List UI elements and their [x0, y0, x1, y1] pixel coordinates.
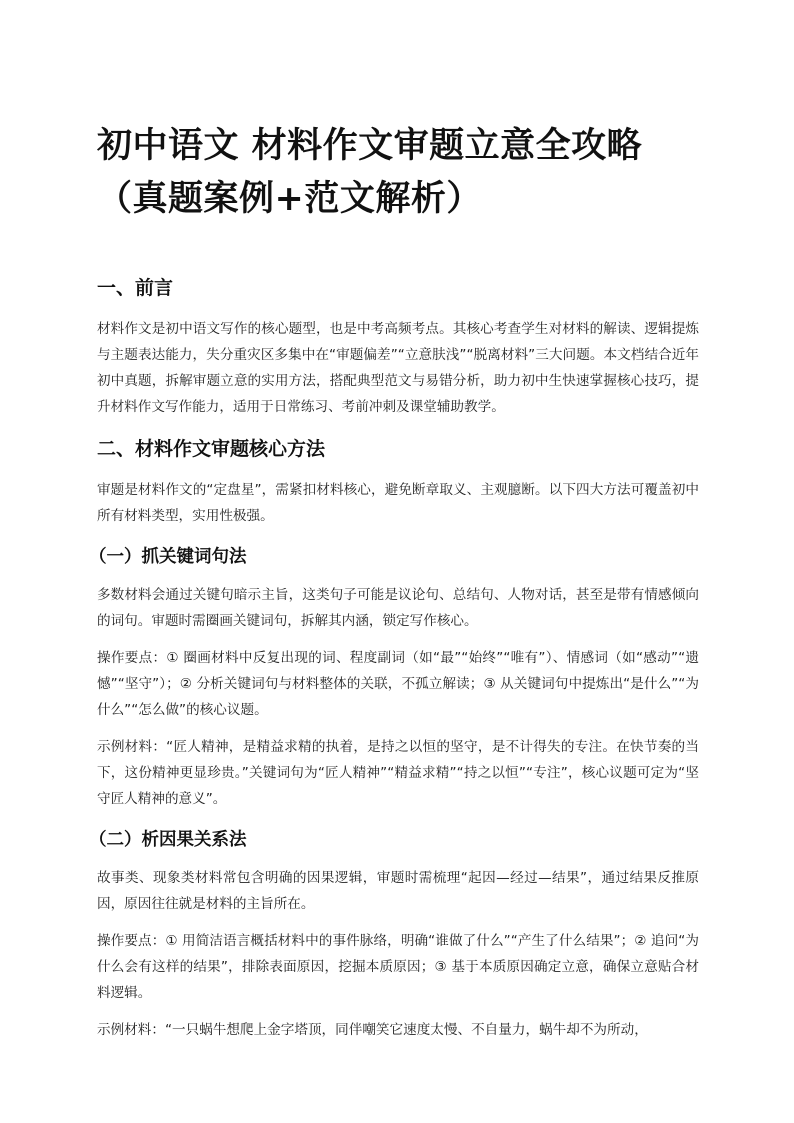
methods-intro-paragraph: 审题是材料作文的“定盘星”，需紧扣材料核心，避免断章取义、主观臆断。以下四大方法可覆盖初中所有材料类型，实用性极强。 [97, 482, 699, 524]
causality-paragraph-2: 操作要点：① 用简洁语言概括材料中的事件脉络，明确“谁做了什么”“产生了什么结果”；② 追问“为什么会有这样的结果”，排除表面原因，挖掘本质原因；③ 基于本质原因确定立意，确保立意贴合材料逻辑。 [97, 933, 700, 1001]
causality-paragraph-1: 故事类、现象类材料常包含明确的因果逻辑，审题时需梳理“起因—经过—结果”，通过结果反推原因，原因往往就是材料的主旨所在。 [97, 870, 699, 912]
causality-paragraph-3: 示例材料：“一只蜗牛想爬上金字塔顶，同伴嘲笑它速度太慢、不自量力，蜗牛却不为所动， [97, 1022, 648, 1038]
section-heading-preface: 一、前言 [97, 277, 174, 299]
subsection-heading-causality: （二）析因果关系法 [89, 830, 247, 850]
document-title: 初中语文 材料作文审题立意全攻略（真题案例+范文解析） [97, 126, 643, 219]
subsection-heading-keywords: （一）抓关键词句法 [89, 547, 247, 567]
keywords-paragraph-2: 操作要点：① 圈画材料中反复出现的词、程度副词（如“最”“始终”“唯有”）、情感词（如“感动”“遗憾”“坚守”）；② 分析关键词句与材料整体的关联，不孤立解读；③ 从关键词句中提炼出“是什么”“为什么”“怎么做”的核心议题。 [97, 650, 699, 718]
keywords-paragraph-3: 示例材料：“匠人精神，是精益求精的执着，是持之以恒的坚守，是不计得失的专注。在快节奏的当下，这份精神更显珍贵。”关键词句为“匠人精神”“精益求精”“持之以恒”“专注”，核心议题可定为“坚守匠人精神的意义”。 [97, 739, 699, 807]
preface-paragraph: 材料作文是初中语文写作的核心题型，也是中考高频考点。其核心考查学生对材料的解读、逻辑提炼与主题表达能力，失分重灾区多集中在“审题偏差”“立意肤浅”“脱离材料”三大问题。本文档结合近年初中真题，拆解审题立意的实用方法，搭配典型范文与易错分析，助力初中生快速掌握核心技巧，提升材料作文写作能力，适用于日常练习、考前冲刺及课堂辅助教学。 [97, 321, 699, 415]
document-page [89, 120, 700, 1043]
keywords-paragraph-1: 多数材料会通过关键句暗示主旨，这类句子可能是议论句、总结句、人物对话，甚至是带有情感倾向的词句。审题时需圈画关键词句，拆解其内涵，锁定写作核心。 [97, 587, 699, 629]
section-heading-methods: 二、材料作文审题核心方法 [97, 438, 326, 460]
